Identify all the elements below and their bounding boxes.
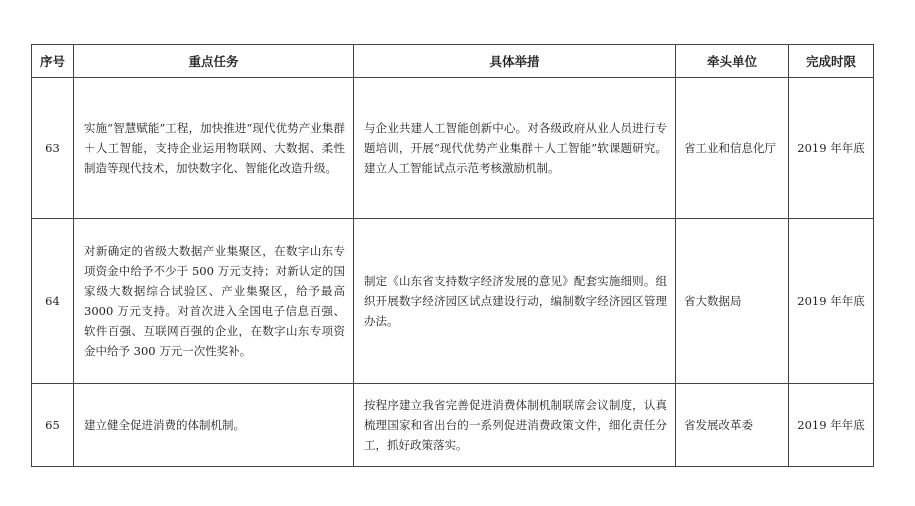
row-task: 建立健全促进消费的体制机制。 — [74, 384, 354, 467]
row-measure: 按程序建立我省完善促进消费体制机制联席会议制度，认真梳理国家和省出台的一系列促进消费政策文件，细化责任分工，抓好政策落实。 — [354, 384, 676, 467]
header-num: 序号 — [32, 45, 74, 78]
row-unit: 省工业和信息化厅 — [676, 78, 789, 219]
row-task: 对新确定的省级大数据产业集聚区，在数字山东专项资金中给予不少于 500 万元支持；对新认定的国家级大数据综合试验区、产业集聚区，给予最高 3000 万元支持。对首次进入全国电子信息百强、软件百强、互联网百强的企业，在数字山东专项资金中给予 300 万元一次性奖补。 — [74, 219, 354, 384]
row-number: 63 — [32, 78, 74, 219]
table-row — [32, 384, 874, 467]
table-header-row — [32, 45, 874, 78]
row-number: 64 — [32, 219, 74, 384]
policy-task-table — [31, 44, 874, 467]
row-number: 65 — [32, 384, 74, 467]
row-deadline: 2019 年年底 — [789, 219, 874, 384]
row-unit: 省大数据局 — [676, 219, 789, 384]
row-task: 实施“智慧赋能”工程，加快推进“现代优势产业集群＋人工智能，支持企业运用物联网、大数据、柔性制造等现代技术，加快数字化、智能化改造升级。 — [74, 78, 354, 219]
row-deadline: 2019 年年底 — [789, 78, 874, 219]
table-row — [32, 78, 874, 219]
row-measure: 制定《山东省支持数字经济发展的意见》配套实施细则。组织开展数字经济园区试点建设行动，编制数字经济园区管理办法。 — [354, 219, 676, 384]
header-unit: 牵头单位 — [676, 45, 789, 78]
header-task: 重点任务 — [74, 45, 354, 78]
row-unit: 省发展改革委 — [676, 384, 789, 467]
table-row — [32, 219, 874, 384]
row-measure: 与企业共建人工智能创新中心。对各级政府从业人员进行专题培训，开展“现代优势产业集群＋人工智能”软课题研究。建立人工智能试点示范考核激励机制。 — [354, 78, 676, 219]
header-measure: 具体举措 — [354, 45, 676, 78]
header-deadline: 完成时限 — [789, 45, 874, 78]
row-deadline: 2019 年年底 — [789, 384, 874, 467]
